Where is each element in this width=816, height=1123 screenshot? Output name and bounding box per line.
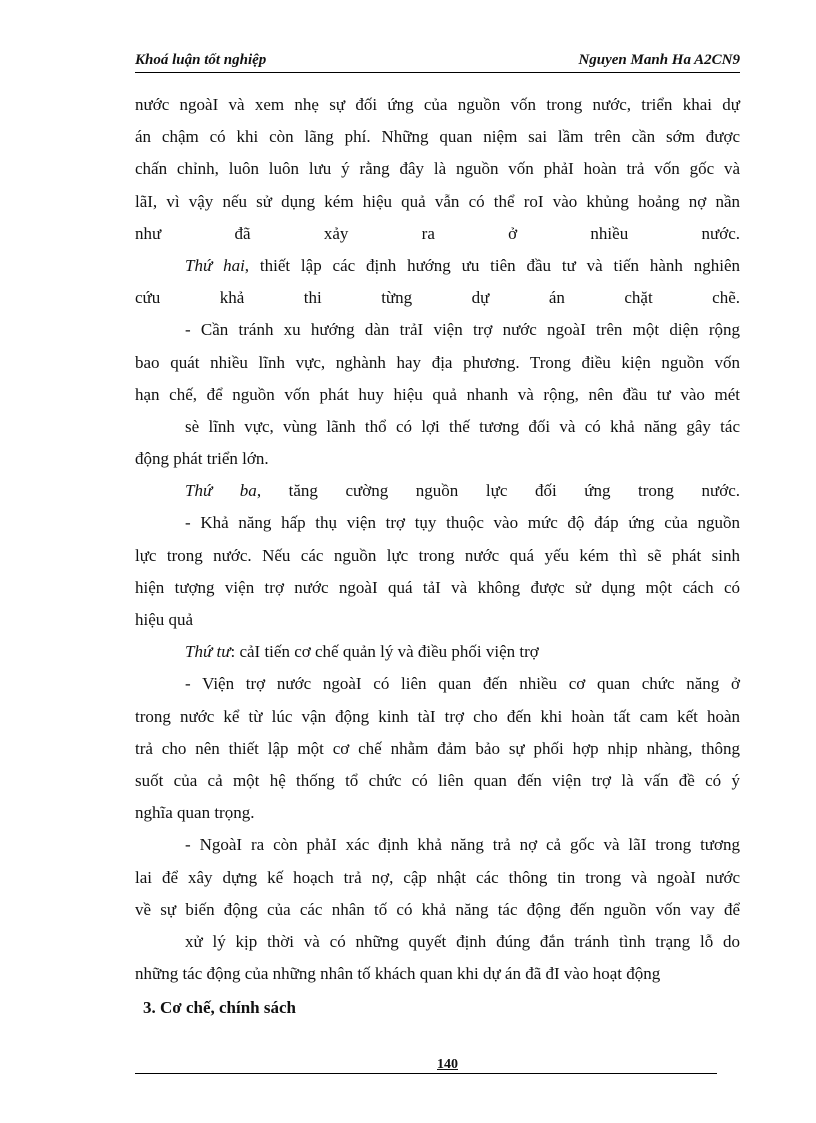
text-line: cứu khả thi từng dự án chặt chẽ.: [135, 288, 740, 308]
text-line: động phát triển lớn.: [135, 449, 269, 469]
text-line: suốt của cả một hệ thống tổ chức có liên quan đến viện trợ là vấn đề có ý: [135, 770, 740, 790]
header-author: Nguyen Manh Ha A2CN9: [578, 52, 740, 68]
text-line: - Cần tránh xu hướng dàn trảI viện trợ nước ngoàI trên một diện rộng: [185, 320, 740, 340]
text-line: - Khả năng hấp thụ viện trợ tụy thuộc vào mức độ đáp ứng của nguồn: [185, 513, 740, 533]
page-header: [135, 50, 740, 73]
text-line: hạn chế, để nguồn vốn phát huy hiệu quả nhanh và rộng, nên đầu tư vào mét: [135, 384, 740, 404]
text-span: , tăng cường nguồn lực đối ứng trong nước.: [256, 481, 740, 501]
text-line: lai để xây dựng kế hoạch trả nợ, cập nhật các thông tin trong và ngoàI nước: [135, 867, 740, 887]
emphasis-label: Thứ ba: [185, 481, 257, 501]
text-line: bao quát nhiều lĩnh vực, nghành hay địa phương. Trong điều kiện nguồn vốn: [135, 352, 740, 372]
text-line: hiện tượng viện trợ nước ngoàI quá tảI và không được sử dụng một cách có: [135, 577, 740, 597]
text-line: trong nước kể từ lúc vận động kinh tàI trợ cho đến khi hoàn tất cam kết hoàn: [135, 706, 740, 726]
text-line: trả cho nên thiết lập một cơ chế nhằm đảm bảo sự phối hợp nhịp nhàng, thông: [135, 738, 740, 758]
text-line: sè lĩnh vực, vùng lãnh thổ có lợi thế tương đối và có khả năng gây tác: [185, 416, 740, 436]
footer-rule: [135, 1073, 717, 1074]
page-number: 140: [437, 1057, 458, 1072]
text-line: nước ngoàI và xem nhẹ sự đối ứng của nguồn vốn trong nước, triển khai dự: [135, 95, 740, 114]
text-line: án chậm có khi còn lãng phí. Những quan niệm sai lầm trên cần sớm được: [135, 127, 740, 147]
text-line: như đã xảy ra ở nhiều nước.: [135, 223, 740, 243]
text-line: về sự biến động của các nhân tố có khả năng tác động đến nguồn vốn vay để: [135, 899, 740, 919]
paragraph-thu-ba: [135, 475, 740, 507]
text-line: - NgoàI ra còn phảI xác định khả năng trả nợ cả gốc và lãI trong tương: [185, 835, 740, 855]
text-line: lãI, vì vậy nếu sử dụng kém hiệu quả vẫn có thể roI vào khủng hoảng nợ nần: [135, 191, 740, 211]
paragraph-thu-hai: [135, 250, 740, 282]
header-thesis-title: Khoá luận tốt nghiệp: [135, 52, 267, 68]
text-span: , thiết lập các định hướng ưu tiên đầu tư và tiến hành nghiên: [244, 255, 740, 275]
paragraph-thu-tu: [135, 636, 740, 668]
text-span: : cảI tiến cơ chế quản lý và điều phối viện trợ: [230, 642, 539, 662]
section-heading: 3. Cơ chế, chính sách: [143, 998, 296, 1018]
emphasis-label: Thứ hai: [185, 255, 245, 275]
text-line: chấn chỉnh, luôn luôn lưu ý rằng đây là nguồn vốn phảI hoàn trả vốn gốc và: [135, 159, 740, 179]
text-line: nghĩa quan trọng.: [135, 803, 255, 823]
text-line: - Viện trợ nước ngoàI có liên quan đến nhiều cơ quan chức năng ở: [185, 674, 740, 694]
text-line: những tác động của những nhân tố khách quan khi dự án đã đI vào hoạt động: [135, 964, 661, 984]
text-line: xử lý kịp thời và có những quyết định đúng đắn tránh tình trạng lỗ do: [185, 931, 740, 951]
emphasis-label: Thứ tư: [185, 642, 231, 662]
text-line: hiệu quả: [135, 610, 194, 629]
text-line: lực trong nước. Nếu các nguồn lực trong nước quá yếu kém thì sẽ phát sinh: [135, 545, 740, 565]
document-body: [135, 89, 740, 1024]
